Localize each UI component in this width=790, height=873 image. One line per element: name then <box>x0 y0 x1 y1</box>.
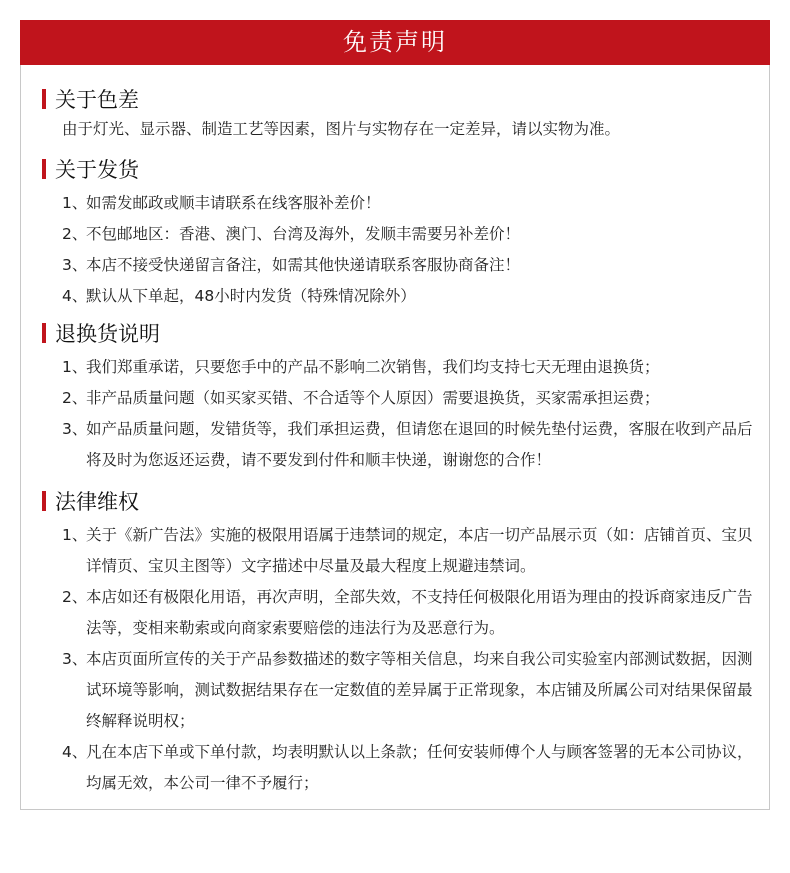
item-number: 3、 <box>62 650 88 668</box>
list-item <box>62 188 757 219</box>
section-returns <box>42 318 757 476</box>
item-number: 1、 <box>62 194 88 212</box>
item-number: 1、 <box>62 526 88 544</box>
section-heading <box>42 318 757 348</box>
section-paragraph: 由于灯光、显示器、制造工艺等因素，图片与实物存在一定差异，请以实物为准。 <box>62 120 621 138</box>
list-item <box>62 414 757 476</box>
list-item <box>62 737 757 799</box>
item-text: 本店页面所宣传的关于产品参数描述的数字等相关信息，均来自我公司实验室内部测试数据，因测试环境等影响，测试数据结果存在一定数值的差异属于正常现象，本店铺及所属公司对结果保留最终解释说明权； <box>86 650 753 730</box>
list-item <box>62 281 757 312</box>
item-text: 我们郑重承诺，只要您手中的产品不影响二次销售，我们均支持七天无理由退换货； <box>86 358 660 376</box>
list-item <box>62 383 757 414</box>
list-item <box>62 219 757 250</box>
section-title: 关于发货 <box>55 158 139 182</box>
item-text: 凡在本店下单或下单付款，均表明默认以上条款；任何安装师傅个人与顾客签署的无本公司协议，均属无效，本公司一律不予履行； <box>86 743 753 792</box>
item-text: 如需发邮政或顺丰请联系在线客服补差价！ <box>86 194 381 212</box>
item-text: 非产品质量问题（如买家买错、不合适等个人原因）需要退换货，买家需承担运费； <box>86 389 660 407</box>
section-heading <box>42 84 757 114</box>
section-title: 关于色差 <box>55 88 139 112</box>
section-title: 法律维权 <box>55 490 139 514</box>
item-number: 2、 <box>62 389 88 407</box>
item-text: 本店如还有极限化用语，再次声明，全部失效，不支持任何极限化用语为理由的投诉商家违反广告法等，变相来勒索或向商家索要赔偿的违法行为及恶意行为。 <box>86 588 753 637</box>
item-text: 不包邮地区：香港、澳门、台湾及海外，发顺丰需要另补差价！ <box>86 225 521 243</box>
section-heading <box>42 154 757 184</box>
item-number: 2、 <box>62 225 88 243</box>
item-text: 本店不接受快递留言备注，如需其他快递请联系客服协商备注！ <box>86 256 521 274</box>
banner-title: 免责声明 <box>20 20 770 65</box>
list-item <box>62 582 757 644</box>
section-shipping <box>42 154 757 312</box>
item-number: 3、 <box>62 420 88 438</box>
section-heading <box>42 486 757 516</box>
list-item <box>62 352 757 383</box>
item-number: 2、 <box>62 588 88 606</box>
item-number: 3、 <box>62 256 88 274</box>
heading-accent-bar <box>42 323 46 343</box>
item-text: 如产品质量问题，发错货等，我们承担运费，但请您在退回的时候先垫付运费，客服在收到产品后将及时为您返还运费，请不要发到付件和顺丰快递，谢谢您的合作！ <box>86 420 753 469</box>
section-title: 退换货说明 <box>55 322 160 346</box>
heading-accent-bar <box>42 159 46 179</box>
item-text: 默认从下单起，48小时内发货（特殊情况除外） <box>86 287 416 305</box>
section-legal <box>42 486 757 799</box>
list-item <box>62 250 757 281</box>
list-item <box>62 520 757 582</box>
item-number: 4、 <box>62 287 88 305</box>
section-color-difference <box>42 84 757 145</box>
item-number: 1、 <box>62 358 88 376</box>
heading-accent-bar <box>42 491 46 511</box>
item-number: 4、 <box>62 743 88 761</box>
heading-accent-bar <box>42 89 46 109</box>
list-item <box>62 644 757 737</box>
item-text: 关于《新广告法》实施的极限用语属于违禁词的规定，本店一切产品展示页（如：店铺首页、宝贝详情页、宝贝主图等）文字描述中尽量及最大程度上规避违禁词。 <box>86 526 753 575</box>
